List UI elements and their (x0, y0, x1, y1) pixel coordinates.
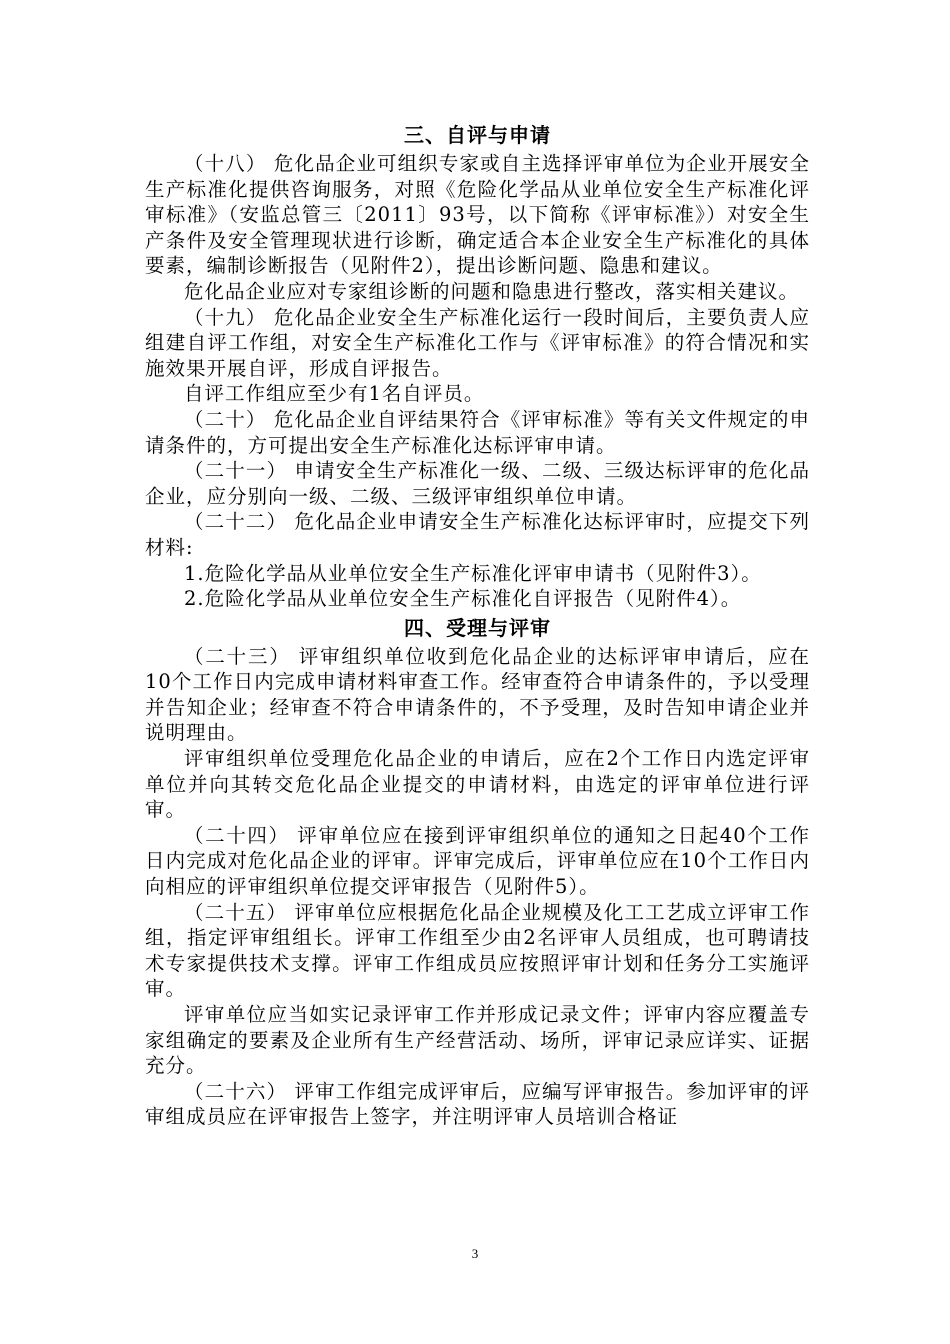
paragraph-25: （二十五） 评审单位应根据危化品企业规模及化工工艺成立评审工作组，指定评审组组长。评审工作组至少由2名评审人员组成，也可聘请技术专家提供技术支撑。评审工作组成员应按照评审计划和任务分工实施评审。 (145, 900, 810, 1001)
section-heading-acceptance-review: 四、受理与评审 (404, 615, 551, 640)
paragraph-24: （二十四） 评审单位应在接到评审组织单位的通知之日起40个工作日内完成对危化品企业的评审。评审完成后，评审单位应在10个工作日内向相应的评审组织单位提交评审报告（见附件5）。 (145, 823, 810, 899)
page-number: 3 (471, 1246, 479, 1261)
paragraph-19: （十九） 危化品企业安全生产标准化运行一段时间后，主要负责人应组建自评工作组，对安全生产标准化工作与《评审标准》的符合情况和实施效果开展自评，形成自评报告。 (145, 305, 810, 380)
paragraph-23: （二十三） 评审组织单位收到危化品企业的达标评审申请后，应在10个工作日内完成申请材料审查工作。经审查符合申请条件的，予以受理并告知企业；经审查不符合申请条件的，不予受理，及时告知申请企业并说明理由。 (145, 644, 810, 745)
paragraph-25-records: 评审单位应当如实记录评审工作并形成记录文件；评审内容应覆盖专家组确定的要素及企业所有生产经营活动、场所，评审记录应详实、证据充分。 (145, 1003, 810, 1078)
section-heading-self-evaluation: 三、自评与申请 (404, 123, 551, 147)
paragraph-20: （二十） 危化品企业自评结果符合《评审标准》等有关文件规定的申请条件的，方可提出安全生产标准化达标评审申请。 (145, 407, 810, 457)
paragraph-18: （十八） 危化品企业可组织专家或自主选择评审单位为企业开展安全生产标准化提供咨询服务，对照《危险化学品从业单位安全生产标准化评审标准》（安监总管三〔2011〕93号，以下简称《评审标准》）对安全生产条件及安全管理现状进行诊断，确定适合本企业安全生产标准化的具体要素，编制诊断报告（见附件2），提出诊断问题、隐患和建议。 (145, 152, 810, 278)
paragraph-22: （二十二） 危化品企业申请安全生产标准化达标评审时，应提交下列材料: (145, 510, 810, 559)
paragraph-23-assignment: 评审组织单位受理危化品企业的申请后，应在2个工作日内选定评审单位并向其转交危化品企业提交的申请材料，由选定的评审单位进行评审。 (145, 747, 810, 822)
paragraph-18-rectification: 危化品企业应对专家组诊断的问题和隐患进行整改，落实相关建议。 (184, 279, 800, 303)
paragraph-19-evaluator: 自评工作组应至少有1名自评员。 (184, 382, 485, 406)
list-item-self-evaluation-report: 2.危险化学品从业单位安全生产标准化自评报告（见附件4）。 (184, 587, 742, 611)
paragraph-26: （二十六） 评审工作组完成评审后，应编写评审报告。参加评审的评审组成员应在评审报告上签字，并注明评审人员培训合格证 (145, 1079, 810, 1129)
paragraph-21: （二十一） 申请安全生产标准化一级、二级、三级达标评审的危化品企业，应分别向一级、二级、三级评审组织单位申请。 (145, 459, 810, 508)
list-item-application-form: 1.危险化学品从业单位安全生产标准化评审申请书（见附件3）。 (184, 561, 762, 585)
document-body (145, 119, 810, 1130)
